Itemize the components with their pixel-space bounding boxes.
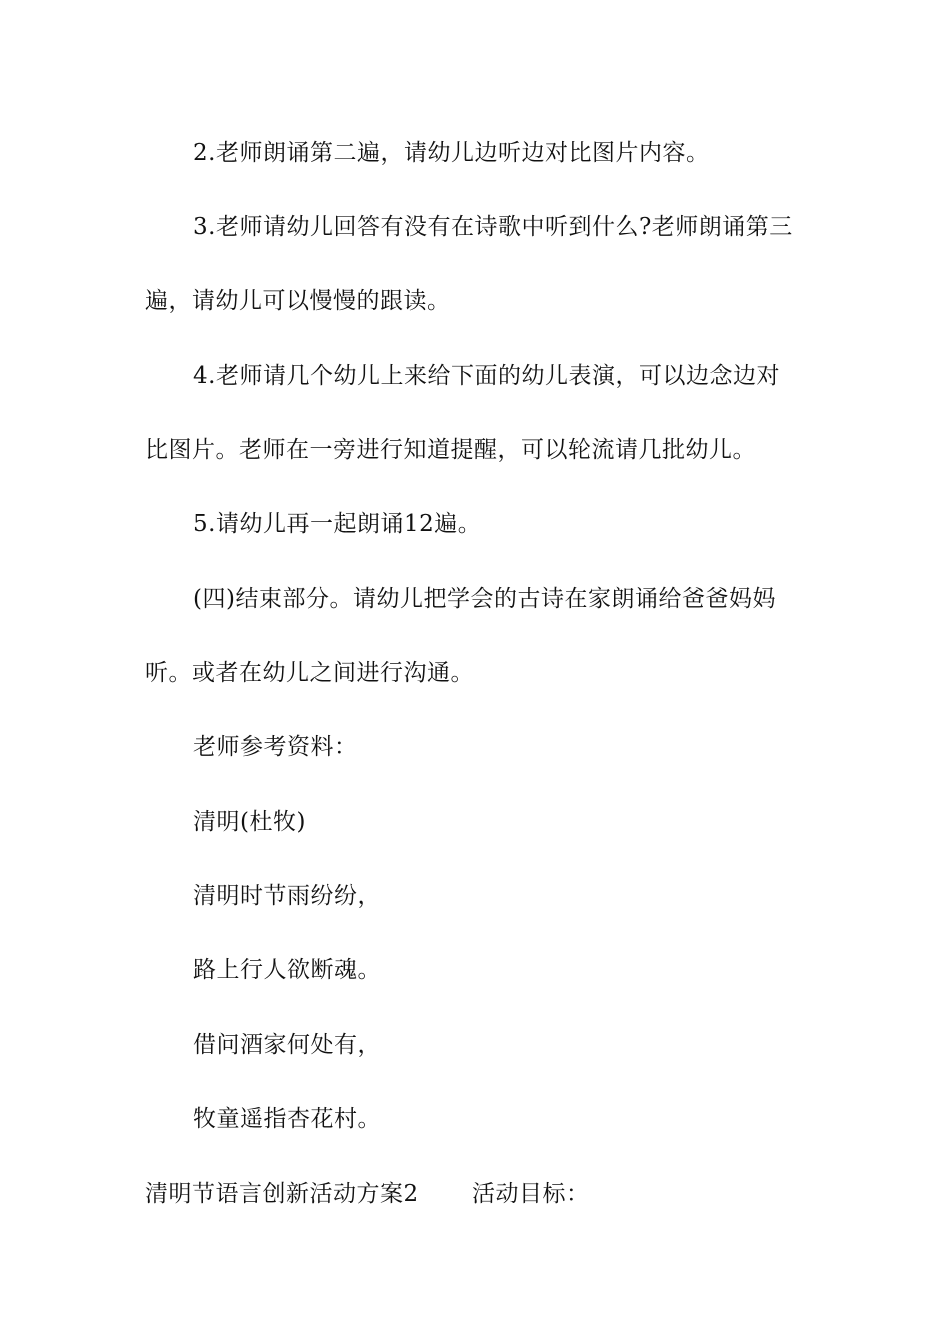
paragraph-step-2: 2.老师朗诵第二遍，请幼儿边听边对比图片内容。	[193, 140, 710, 166]
section-title: 清明节语言创新活动方案2	[145, 1181, 419, 1207]
poem-line: 路上行人欲断魂。	[193, 957, 381, 983]
section-subtitle: 活动目标：	[472, 1181, 590, 1207]
paragraph-ending-line-2: 听。或者在幼儿之间进行沟通。	[145, 660, 474, 686]
poem-line: 清明时节雨纷纷，	[193, 883, 381, 909]
paragraph-step-5: 5.请幼儿再一起朗诵12遍。	[193, 511, 482, 537]
poem-line: 借问酒家何处有，	[193, 1032, 381, 1058]
reference-label: 老师参考资料：	[193, 734, 358, 760]
poem-line: 牧童遥指杏花村。	[193, 1106, 381, 1132]
paragraph-step-4-line-1: 4.老师请几个幼儿上来给下面的幼儿表演，可以边念边对	[193, 363, 780, 389]
paragraph-step-3-line-2: 遍，请幼儿可以慢慢的跟读。	[145, 288, 451, 314]
paragraph-step-4-line-2: 比图片。老师在一旁进行知道提醒，可以轮流请几批幼儿。	[145, 437, 756, 463]
paragraph-ending-line-1: (四)结束部分。请幼儿把学会的古诗在家朗诵给爸爸妈妈	[193, 586, 776, 612]
poem-title: 清明(杜牧)	[193, 809, 306, 835]
paragraph-step-3-line-1: 3.老师请幼儿回答有没有在诗歌中听到什么?老师朗诵第三	[193, 214, 793, 240]
